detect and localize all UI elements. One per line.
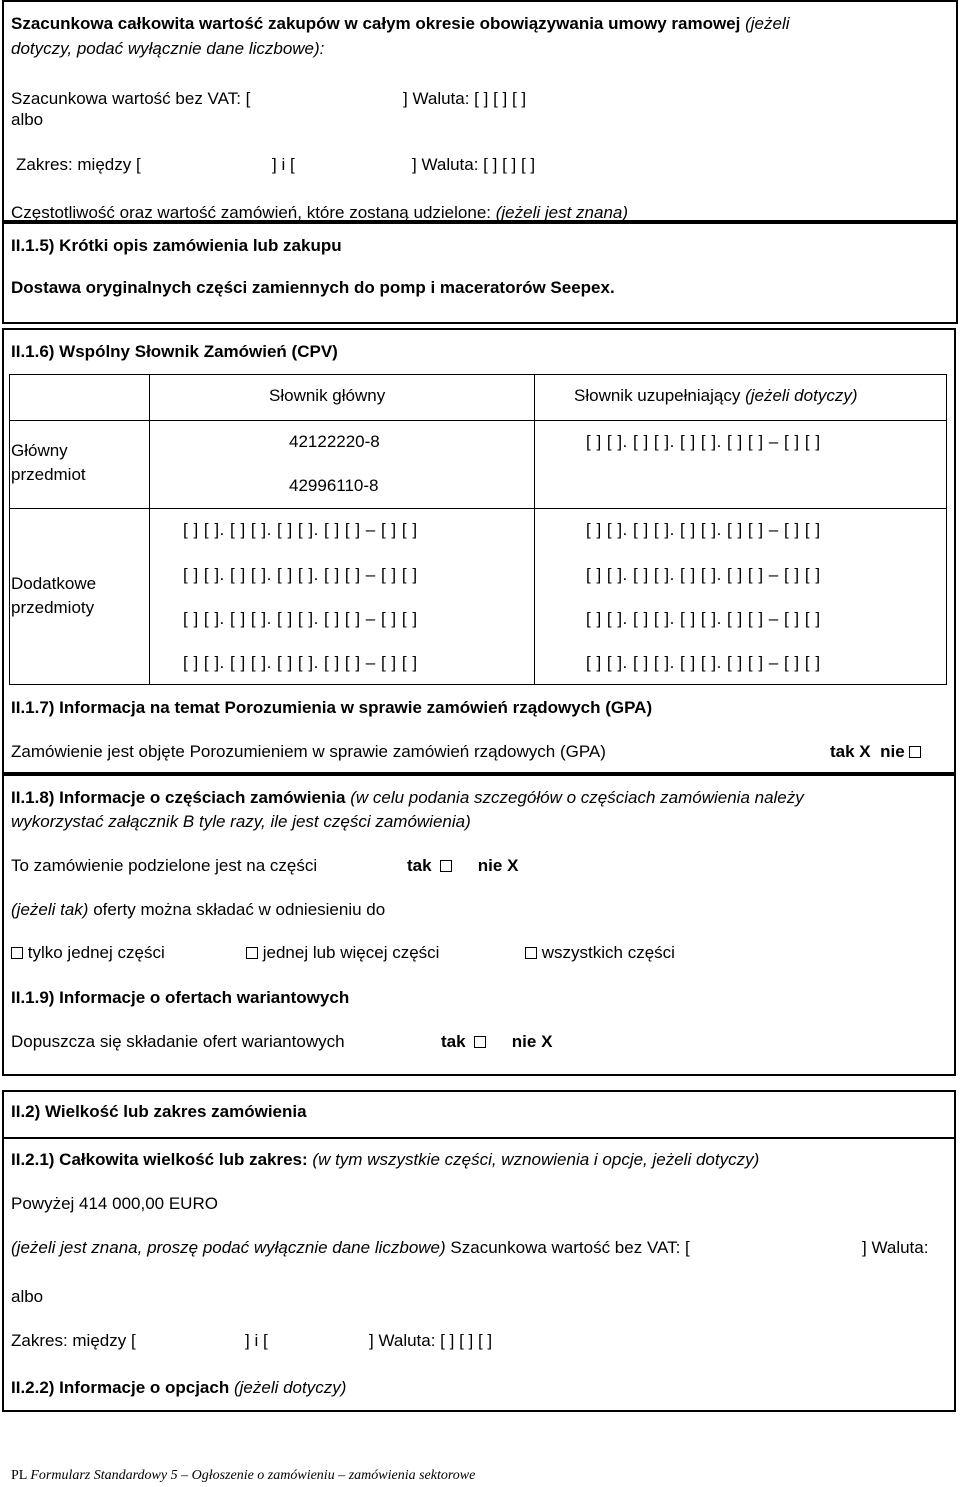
section-116-title: II.1.6) Wspólny Słownik Zamówień (CPV) <box>11 342 338 361</box>
cpv-add-main-code-2: [ ] [ ]. [ ] [ ]. [ ] [ ]. [ ] [ ] – [ ] [ ] <box>183 565 418 584</box>
cpv-add-supp-code-1: [ ] [ ]. [ ] [ ]. [ ] [ ]. [ ] [ ] – [ ] [ ] <box>586 520 821 539</box>
section-121-heading <box>11 1150 759 1170</box>
section-115-description: Dostawa oryginalnych części zamiennych do pomp i maceratorów Seepex. <box>11 278 615 297</box>
range-mid: ] i [ <box>272 155 295 174</box>
estimated-label: Szacunkowa wartość bez VAT: [ <box>450 1238 690 1257</box>
section-119-title: II.1.9) Informacje o ofertach wariantowych <box>11 988 350 1007</box>
framework-value-heading <box>11 14 790 34</box>
gpa-question: Zamówienie jest objęte Porozumieniem w sprawie zamówień rządowych (GPA) <box>11 742 606 761</box>
vat-label: Szacunkowa wartość bez VAT: [ <box>11 89 251 108</box>
cpv-add-main-code-3: [ ] [ ]. [ ] [ ]. [ ] [ ]. [ ] [ ] – [ ] [ ] <box>183 609 418 628</box>
divided-answer <box>407 856 518 876</box>
option-one-or-more-label: jednej lub więcej części <box>262 943 440 962</box>
offers-label: oferty można składać w odniesieniu do <box>93 900 386 919</box>
option-all-parts <box>525 943 675 963</box>
main-subject-label-1: Główny <box>11 441 68 460</box>
gpa-nie-checkbox-icon[interactable] <box>909 746 921 758</box>
section-12-title: II.2) Wielkość lub zakres zamówienia <box>11 1102 307 1121</box>
option-one-part-label: tylko jednej części <box>27 943 165 962</box>
gpa-tak: tak X <box>830 742 871 761</box>
frequency-label: Częstotliwość oraz wartość zamówień, które zostaną udzielone: <box>11 203 491 222</box>
divided-question: To zamówienie podzielone jest na części <box>11 856 318 875</box>
cpv-add-supp-code-3: [ ] [ ]. [ ] [ ]. [ ] [ ]. [ ] [ ] – [ ] [ ] <box>586 609 821 628</box>
variants-nie: nie X <box>511 1032 553 1051</box>
section-121-title: II.2.1) Całkowita wielkość lub zakres: <box>11 1150 308 1169</box>
cpv-main-code-2: 42996110-8 <box>289 476 379 495</box>
offers-text <box>11 900 385 920</box>
section-121-note: (w tym wszystkie części, wznowienia i opcje, jeżeli dotyczy) <box>312 1150 760 1169</box>
cpv-main-header: Słownik główny <box>269 386 386 405</box>
cpv-supp-code-main: [ ] [ ]. [ ] [ ]. [ ] [ ]. [ ] [ ] – [ ] [ ] <box>586 432 821 451</box>
option-all-parts-label: wszystkich części <box>541 943 675 962</box>
cpv-add-main-code-4: [ ] [ ]. [ ] [ ]. [ ] [ ]. [ ] [ ] – [ ] [ ] <box>183 653 418 672</box>
option-one-or-more-checkbox-icon[interactable] <box>246 947 258 959</box>
option-all-parts-checkbox-icon[interactable] <box>525 947 537 959</box>
framework-value-heading-note: (jeżeli <box>745 14 790 33</box>
variants-answer <box>441 1032 552 1052</box>
range-label: Zakres: między [ <box>16 155 141 174</box>
offers-note: (jeżeli tak) <box>11 900 89 919</box>
variants-tak-checkbox-icon[interactable] <box>474 1036 486 1048</box>
section-118-title: II.1.8) Informacje o częściach zamówienia <box>11 788 346 807</box>
section-115-title: II.1.5) Krótki opis zamówienia lub zakupu <box>11 236 342 255</box>
estimated-value-line <box>11 1238 690 1258</box>
option-one-part-checkbox-icon[interactable] <box>11 947 23 959</box>
range-currency-2: ] Waluta: [ ] [ ] [ ] <box>369 1331 493 1350</box>
divided-tak: tak <box>407 856 432 875</box>
gpa-nie: nie <box>880 742 905 761</box>
variants-tak: tak <box>441 1032 466 1051</box>
range-label-2: Zakres: między [ <box>11 1331 136 1350</box>
framework-value-heading-text: Szacunkowa całkowita wartość zakupów w całym okresie obowiązywania umowy ramowej <box>11 14 741 33</box>
estimated-note: (jeżeli jest znana, proszę podać wyłącznie dane liczbowe) <box>11 1238 446 1257</box>
estimated-currency: ] Waluta: <box>862 1238 929 1257</box>
page-footer <box>11 1466 475 1486</box>
framework-value-heading-note-2: dotyczy, podać wyłącznie dane liczbowe): <box>11 39 325 58</box>
range-mid-2: ] i [ <box>245 1331 268 1350</box>
section-12-divider <box>2 1137 956 1139</box>
section-122-note: (jeżeli dotyczy) <box>233 1378 347 1397</box>
section-122-heading <box>11 1378 346 1398</box>
albo-text-2: albo <box>11 1287 44 1306</box>
frequency-note: (jeżeli jest znana) <box>495 203 629 222</box>
albo-text: albo <box>11 110 44 129</box>
cpv-add-supp-code-4: [ ] [ ]. [ ] [ ]. [ ] [ ]. [ ] [ ] – [ ] [ ] <box>586 653 821 672</box>
section-118-note-2: wykorzystać załącznik B tyle razy, ile jest części zamówienia) <box>11 812 471 831</box>
cpv-supp-header-note: (jeżeli dotyczy) <box>745 386 858 405</box>
cpv-add-supp-code-2: [ ] [ ]. [ ] [ ]. [ ] [ ]. [ ] [ ] – [ ] [ ] <box>586 565 821 584</box>
additional-subjects-label-1: Dodatkowe <box>11 574 97 593</box>
variants-question: Dopuszcza się składanie ofert wariantowych <box>11 1032 345 1051</box>
gpa-answer <box>830 742 921 762</box>
main-subject-label-2: przedmiot <box>11 465 86 484</box>
cpv-add-main-code-1: [ ] [ ]. [ ] [ ]. [ ] [ ]. [ ] [ ] – [ ] [ ] <box>183 520 418 539</box>
range-currency: ] Waluta: [ ] [ ] [ ] <box>412 155 536 174</box>
section-117-title: II.1.7) Informacja na temat Porozumienia w sprawie zamówień rządowych (GPA) <box>11 698 653 717</box>
total-value: Powyżej 414 000,00 EURO <box>11 1194 218 1213</box>
cpv-main-code-1: 42122220-8 <box>289 432 380 451</box>
cpv-supp-header-label: Słownik uzupełniający <box>574 386 741 405</box>
frequency-text <box>11 203 628 223</box>
footer-prefix: PL <box>11 1468 27 1483</box>
option-one-or-more <box>246 943 439 963</box>
section-122-title: II.2.2) Informacje o opcjach <box>11 1378 230 1397</box>
option-one-part <box>11 943 165 963</box>
vat-currency: ] Waluta: [ ] [ ] [ ] <box>403 89 527 108</box>
section-118-heading <box>11 788 804 808</box>
additional-subjects-label-2: przedmioty <box>11 598 95 617</box>
section-118-note: (w celu podania szczegółów o częściach zamówienia należy <box>350 788 804 807</box>
footer-text: Formularz Standardowy 5 – Ogłoszenie o zamówieniu – zamówienia sektorowe <box>30 1468 476 1483</box>
divided-nie: nie X <box>477 856 519 875</box>
divided-tak-checkbox-icon[interactable] <box>440 860 452 872</box>
cpv-supp-header <box>574 386 857 406</box>
